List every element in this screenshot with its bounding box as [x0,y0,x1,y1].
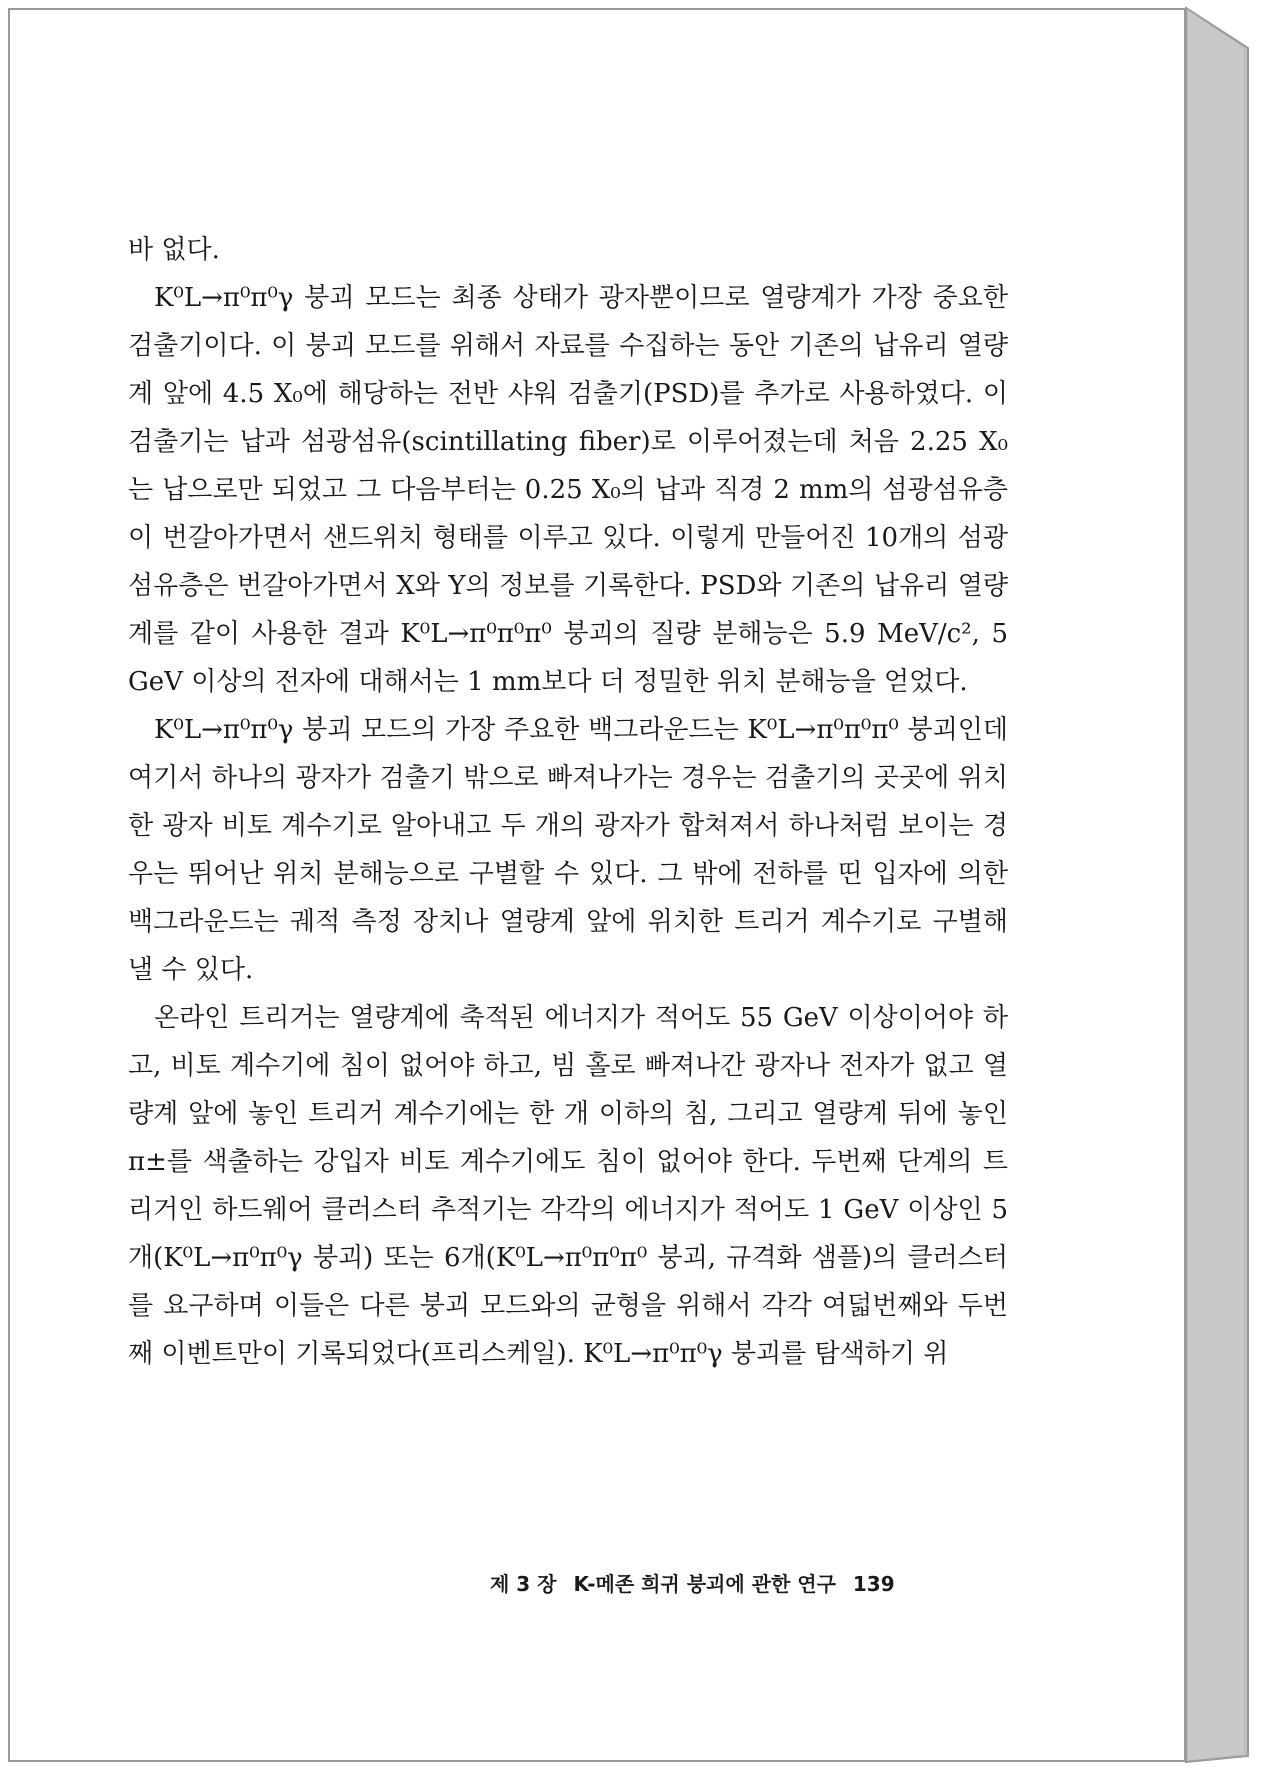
paragraph-background: K⁰L→π⁰π⁰γ 붕괴 모드의 가장 주요한 백그라운드는 K⁰L→π⁰π⁰π⁰ 붕괴인데 여기서 하나의 광자가 검출기 밖으로 빠져나가는 경우는 검출기의 곳곳에 위치한 광자 비토 계수기로 알아내고 두 개의 광자가 합쳐져서 하나처럼 보이는 경우는 뛰어난 위치 분해능으로 구별할 수 있다. 그 밖에 전하를 띤 입자에 의한 백그라운드는 궤적 측정 장치나 열량계 앞에 위치한 트리거 계수기로 구별해 낼 수 있다. [128,715,1008,985]
footer-chapter: 제 3 장 [490,1572,557,1596]
page-body [128,226,1008,1378]
paragraph-trigger: 온라인 트리거는 열량계에 축적된 에너지가 적어도 55 GeV 이상이어야 하고, 비토 계수기에 침이 없어야 하고, 빔 홀로 빠져나간 광자나 전자가 없고 열량계 앞에 놓인 트리거 계수기에는 한 개 이하의 침, 그리고 열량계 뒤에 놓인 π±를 색출하는 강입자 비토 계수기에도 침이 없어야 한다. 두번째 단계의 트리거인 하드웨어 클러스터 추적기는 각각의 에너지가 적어도 1 GeV 이상인 5개(K⁰L→π⁰π⁰γ 붕괴) 또는 6개(K⁰L→π⁰π⁰π⁰ 붕괴, 규격화 샘플)의 클러스터를 요구하며 이들은 다른 붕괴 모드와의 균형을 위해서 각각 여덟번째와 두번째 이벤트만이 기록되었다(프리스케일). K⁰L→π⁰π⁰γ 붕괴를 탐색하기 위 [128,1003,1008,1369]
paragraph-continuation: 바 없다. [128,235,220,265]
page-number: 139 [852,1572,895,1596]
page-footer [490,1568,905,1597]
footer-title: K-메존 희귀 붕괴에 관한 연구 [573,1572,836,1596]
paragraph-psd: K⁰L→π⁰π⁰γ 붕괴 모드는 최종 상태가 광자뿐이므로 열량계가 가장 중요한 검출기이다. 이 붕괴 모드를 위해서 자료를 수집하는 동안 기존의 납유리 열량계 앞에 4.5 X₀에 해당하는 전반 샤워 검출기(PSD)를 추가로 사용하였다. 이 검출기는 납과 섬광섬유(scintillating fiber)로 이루어졌는데 처음 2.25 X₀는 납으로만 되었고 그 다음부터는 0.25 X₀의 납과 직경 2 mm의 섬광섬유층이 번갈아가면서 샌드위치 형태를 이루고 있다. 이렇게 만들어진 10개의 섬광섬유층은 번갈아가면서 X와 Y의 정보를 기록한다. PSD와 기존의 납유리 열량계를 같이 사용한 결과 K⁰L→π⁰π⁰π⁰ 붕괴의 질량 분해능은 5.9 MeV/c², 5 GeV 이상의 전자에 대해서는 1 mm보다 더 정밀한 위치 분해능을 얻었다. [128,283,1008,697]
